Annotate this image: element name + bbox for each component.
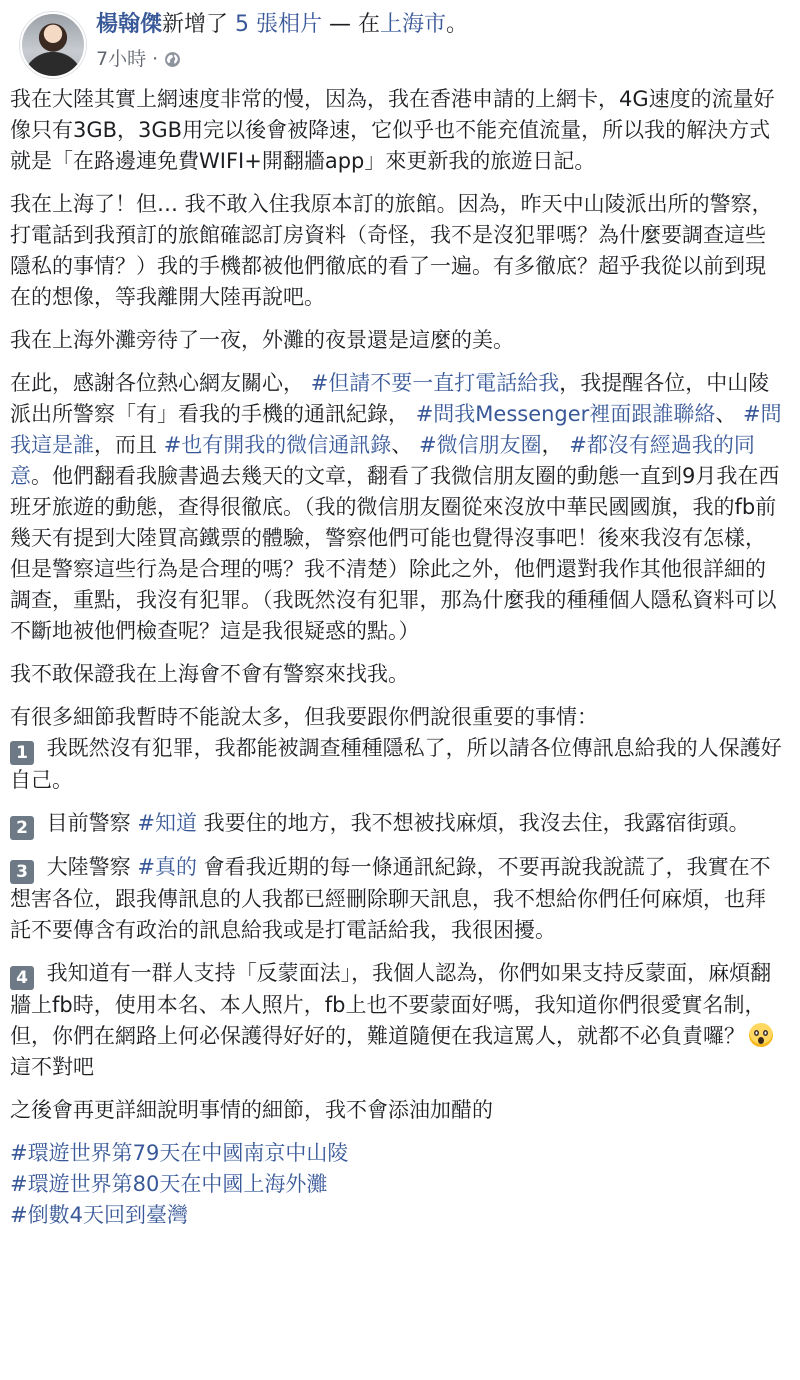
place-link[interactable]: 上海市 bbox=[380, 12, 447, 37]
hashtag-link[interactable]: #環遊世界第79天在中國南京中山陵 bbox=[10, 1141, 349, 1165]
paragraph-4-text: 、 bbox=[715, 402, 744, 426]
paragraph-4-text: ， bbox=[541, 433, 570, 457]
paragraph-4 bbox=[10, 368, 786, 647]
post-header bbox=[10, 0, 786, 84]
keycap-4-icon: 4 bbox=[10, 966, 34, 990]
author-line bbox=[96, 10, 468, 40]
paragraph-4-text: 。他們翻看我臉書過去幾天的文章，翻看了我微信朋友圈的動態一直到9月我在西班牙旅遊的動態，查得很徹底。（我的微信朋友圈從來沒放中華民國國旗，我的fb前幾天有提到大陸買高鐵票的體驗，警察他們可能也覺得沒事吧！後來我沒有怎樣，但是警察這些行為是合理的嗎？我不清楚）除此之外，他們還對我作其他很詳細的調查，重點，我沒有犯罪。（我既然沒有犯罪，那為什麼我的種種個人隱私資料可以不斷地被他們檢查呢？這是我很疑惑的點。） bbox=[10, 464, 780, 643]
item-3-text: 大陸警察 bbox=[40, 855, 138, 879]
item-3 bbox=[10, 852, 786, 946]
hashtag-link[interactable]: #真的 bbox=[137, 855, 197, 879]
item-2-text: 我要住的地方，我不想被找麻煩，我沒去住，我露宿街頭。 bbox=[196, 811, 750, 835]
hashtag-list bbox=[10, 1138, 786, 1231]
author-avatar[interactable] bbox=[20, 12, 86, 78]
item-2-text: 目前警察 bbox=[40, 811, 138, 835]
hashtag-link[interactable]: #問我這是誰 bbox=[10, 402, 782, 457]
keycap-3-icon: 3 bbox=[10, 860, 34, 884]
hashtag-link[interactable]: #倒數4天回到臺灣 bbox=[10, 1203, 188, 1227]
hashtag-link[interactable]: #都沒有經過我的同意 bbox=[10, 433, 755, 488]
author-name-link[interactable]: 楊翰傑 bbox=[96, 12, 163, 37]
paragraph-4-text: 在此，感謝各位熱心網友關心， bbox=[10, 371, 311, 395]
hashtag-link[interactable]: #問我Messenger裡面跟誰聯絡 bbox=[415, 402, 716, 426]
action-end: 。 bbox=[446, 12, 469, 37]
keycap-1-icon: 1 bbox=[10, 741, 34, 765]
item-3-text: 會看我近期的每一條通訊紀錄，不要再說我說謊了，我實在不想害各位，跟我傳訊息的人我都已經刪除聊天訊息，我不想給你們任何麻煩，也拜託不要傳含有政治的訊息給我或是打電話給我，我很困擾。 bbox=[10, 855, 771, 942]
keycap-2-icon: 2 bbox=[10, 816, 34, 840]
item-2 bbox=[10, 808, 786, 840]
paragraph-4-text: ，而且 bbox=[94, 433, 164, 457]
item-4-text: 我知道有一群人支持「反蒙面法」，我個人認為，你們如果支持反蒙面，麻煩翻牆上fb時，使用本名、本人照片，fb上也不要蒙面好嗎，我知道你們很愛實名制，但，你們在網路上何必保護得好好的，難道隨便在我這罵人，就都不必負責囉？ bbox=[10, 961, 772, 1048]
paragraph-7: 之後會再更詳細說明事情的細節，我不會添油加醋的 bbox=[10, 1098, 493, 1122]
paragraph-4-text: ，我提醒各位，中山陵派出所警察「有」看我的手機的通訊紀錄， bbox=[10, 371, 770, 426]
photos-link[interactable]: 5 張相片 bbox=[235, 12, 323, 37]
astonished-face-icon bbox=[749, 1023, 773, 1047]
post-body bbox=[10, 84, 786, 1231]
item-4-text: 這不對吧 bbox=[10, 1055, 94, 1079]
item-1-text: 我既然沒有犯罪，我都能被調查種種隱私了，所以請各位傳訊息給我的人保護好自己。 bbox=[10, 736, 782, 792]
paragraph-4-text: 、 bbox=[391, 433, 419, 457]
hashtag-link[interactable]: #知道 bbox=[137, 811, 197, 835]
hashtag-link[interactable]: #也有開我的微信通訊錄 bbox=[163, 433, 392, 457]
meta-separator: · bbox=[152, 48, 159, 70]
timestamp-link[interactable]: 7小時 bbox=[96, 48, 147, 70]
globe-icon[interactable] bbox=[164, 51, 181, 68]
post-meta bbox=[96, 46, 181, 72]
hashtag-link[interactable]: #但請不要一直打電話給我 bbox=[310, 371, 560, 395]
action-mid: — 在 bbox=[322, 12, 381, 37]
hashtag-link[interactable]: #環遊世界第80天在中國上海外灘 bbox=[10, 1172, 328, 1196]
hashtag-link[interactable]: #微信朋友圈 bbox=[418, 433, 542, 457]
paragraph-1: 我在大陸其實上網速度非常的慢，因為，我在香港申請的上網卡，4G速度的流量好像只有3GB，3GB用完以後會被降速，它似乎也不能充值流量，所以我的解決方式就是「在路邊連免費WIFI+開翻牆app」來更新我的旅遊日記。 bbox=[10, 87, 775, 173]
item-4 bbox=[10, 958, 786, 1083]
paragraph-3: 我在上海外灘旁待了一夜，外灘的夜景還是這麼的美。 bbox=[10, 328, 514, 352]
action-prefix: 新增了 bbox=[162, 12, 236, 37]
paragraph-6-intro: 有很多細節我暫時不能說太多，但我要跟你們說很重要的事情： bbox=[10, 705, 598, 729]
paragraph-2: 我在上海了！但… 我不敢入住我原本訂的旅館。因為，昨天中山陵派出所的警察，打電話到我預訂的旅館確認訂房資料（奇怪，我不是沒犯罪嗎？為什麼要調查這些隱私的事情？）我的手機都被他們徹底的看了一遍。有多徹底？超乎我從以前到現在的想像，等我離開大陸再說吧。 bbox=[10, 192, 773, 309]
paragraph-5: 我不敢保證我在上海會不會有警察來找我。 bbox=[10, 662, 409, 686]
paragraph-6 bbox=[10, 702, 786, 796]
